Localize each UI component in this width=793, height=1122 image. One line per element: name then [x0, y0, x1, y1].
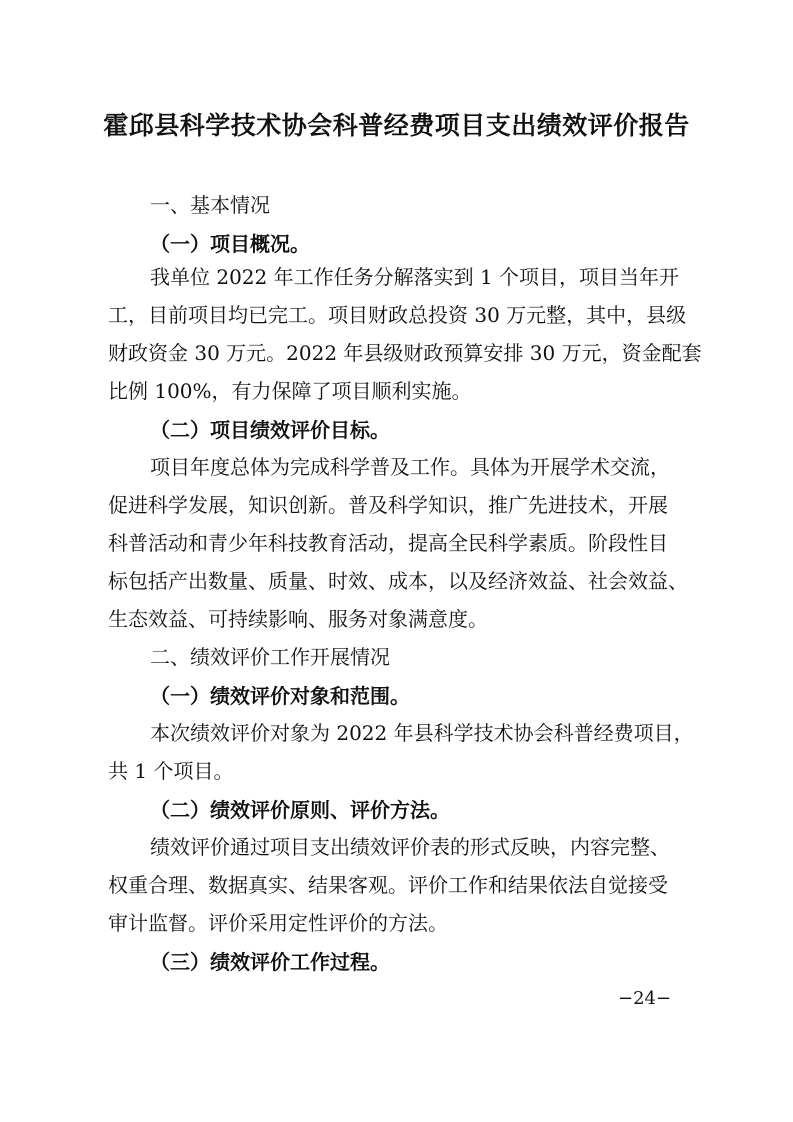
paragraph-line: 权重合理、数据真实、结果客观。评价工作和结果依法自觉接受 — [108, 873, 668, 897]
paragraph-line: 项目年度总体为完成科学普及工作。具体为开展学术交流， — [150, 455, 670, 479]
section-heading-evaluation-work: 二、绩效评价工作开展情况 — [150, 645, 390, 669]
paragraph-line: 本次绩效评价对象为 2022 年县科学技术协会科普经费项目， — [150, 721, 694, 745]
paragraph-line: 我单位 2022 年工作任务分解落实到 1 个项目，项目当年开 — [150, 265, 680, 289]
subheading-evaluation-scope: （一）绩效评价对象和范围。 — [150, 684, 410, 708]
paragraph-line: 科普活动和青少年科技教育活动，提高全民科学素质。阶段性目 — [108, 531, 668, 555]
subheading-evaluation-process: （三）绩效评价工作过程。 — [150, 950, 390, 974]
paragraph-line: 促进科学发展，知识创新。普及科学知识，推广先进技术，开展 — [108, 493, 668, 517]
subheading-evaluation-principles: （二）绩效评价原则、评价方法。 — [150, 798, 450, 822]
section-heading-basic-info: 一、基本情况 — [150, 193, 270, 217]
paragraph-line: 审计监督。评价采用定性评价的方法。 — [108, 911, 448, 935]
subheading-project-overview: （一）项目概况。 — [150, 232, 310, 256]
paragraph-line: 工，目前项目均已完工。项目财政总投资 30 万元整，其中，县级 — [108, 303, 687, 327]
page-number: −24− — [618, 988, 672, 1009]
paragraph-line: 标包括产出数量、质量、时效、成本，以及经济效益、社会效益、 — [108, 569, 688, 593]
page-title: 霍邱县科学技术协会科普经费项目支出绩效评价报告 — [103, 111, 690, 140]
paragraph-line: 比例 100%，有力保障了项目顺利实施。 — [108, 379, 472, 403]
paragraph-line: 生态效益、可持续影响、服务对象满意度。 — [108, 607, 488, 631]
paragraph-line: 财政资金 30 万元。2022 年县级财政预算安排 30 万元，资金配套 — [108, 341, 702, 365]
paragraph-line: 共 1 个项目。 — [108, 759, 234, 783]
paragraph-line: 绩效评价通过项目支出绩效评价表的形式反映，内容完整、 — [150, 835, 670, 859]
subheading-performance-goals: （二）项目绩效评价目标。 — [150, 418, 390, 442]
